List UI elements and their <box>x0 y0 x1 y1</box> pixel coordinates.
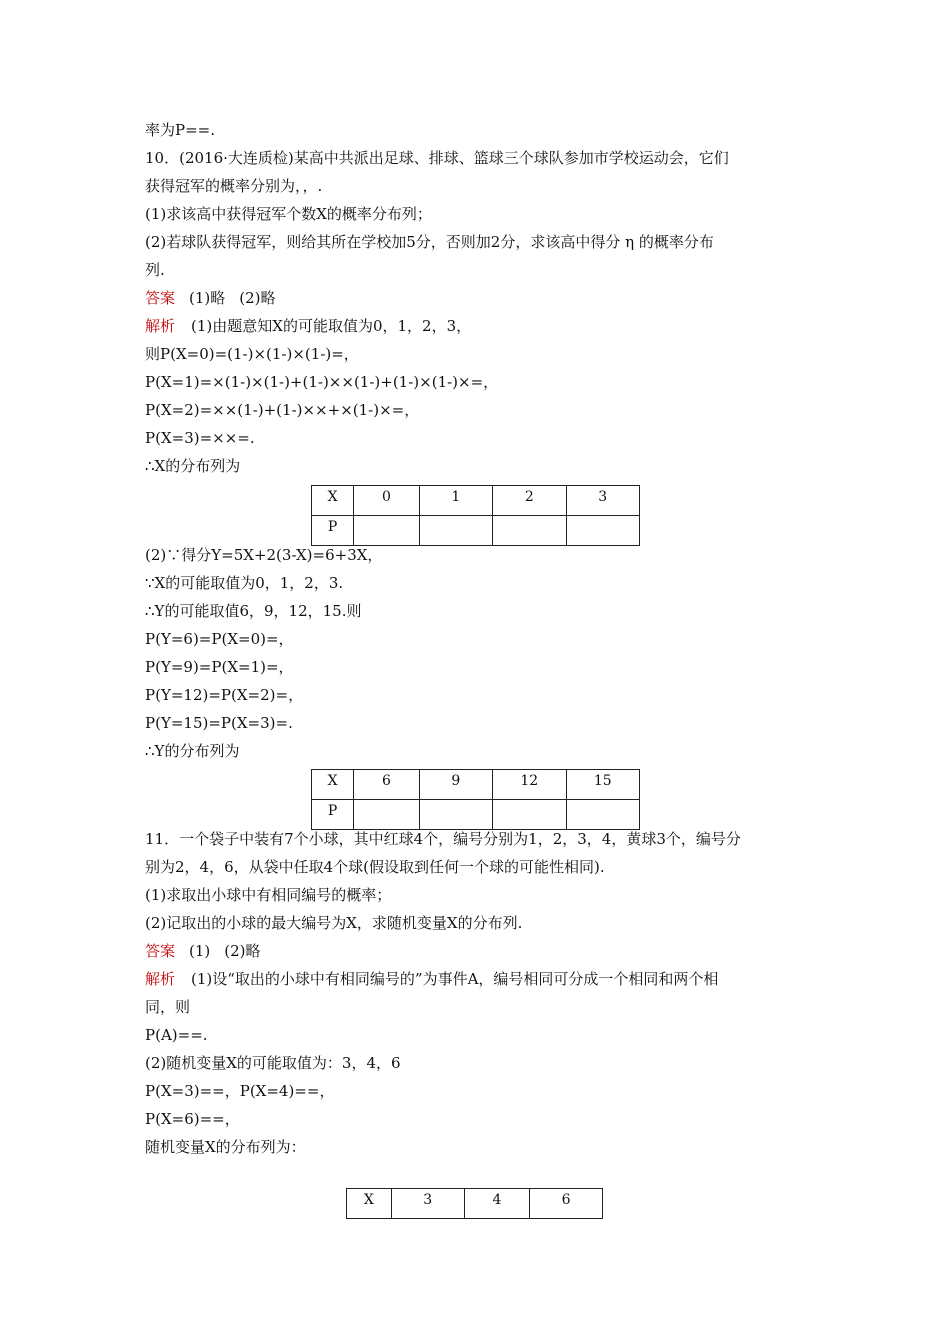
distribution-table-y <box>311 769 640 830</box>
text-line: P(A)==. <box>145 1026 208 1044</box>
table-cell: 3 <box>391 1189 464 1219</box>
text-line: ∵X的可能取值为0，1，2，3. <box>145 574 344 592</box>
text-line: 率为P==. <box>145 121 215 139</box>
table-row <box>312 770 640 800</box>
table-cell <box>493 516 566 546</box>
answer-item: (1)略 <box>189 289 226 307</box>
table-cell: 4 <box>464 1189 530 1219</box>
table-row <box>312 486 640 516</box>
answer-item: (1) <box>189 942 211 960</box>
text-line: P(X=1)=×(1-)×(1-)+(1-)××(1-)+(1-)×(1-)×=， <box>145 373 499 391</box>
text-line: P(Y=9)=P(X=1)=， <box>145 658 294 676</box>
question-10-part-2: (2)若球队获得冠军，则给其所在学校加5分，否则加2分，求该高中得分 η 的概率分布 <box>145 233 714 251</box>
question-11-part-1: (1)求取出小球中有相同编号的概率； <box>145 886 392 904</box>
table-cell <box>354 516 419 546</box>
table-cell: X <box>347 1189 392 1219</box>
table-cell <box>493 800 566 830</box>
answer-item: (2)略 <box>224 942 261 960</box>
analysis-text: (1)由题意知X的可能取值为0，1，2，3， <box>191 317 472 335</box>
text-line: P(X=3)==，P(X=4)==， <box>145 1082 335 1100</box>
table-cell: 0 <box>354 486 419 516</box>
text-line: ∴X的分布列为 <box>145 457 241 475</box>
table-cell <box>566 516 639 546</box>
answer-item: (2)略 <box>239 289 276 307</box>
table-cell: 2 <box>493 486 566 516</box>
table-cell <box>419 800 492 830</box>
answer-label: 答案 <box>145 289 176 307</box>
distribution-table-x2 <box>346 1188 603 1219</box>
table-cell: 9 <box>419 770 492 800</box>
analysis-label: 解析 <box>145 317 176 335</box>
table-cell: X <box>312 770 354 800</box>
text-line: (2)随机变量X的可能取值为：3，4，6 <box>145 1054 401 1072</box>
analysis-label: 解析 <box>145 970 176 988</box>
distribution-table-x <box>311 485 640 546</box>
table-cell <box>419 516 492 546</box>
question-11-stem-cont: 别为2，4，6，从袋中任取4个球(假设取到任何一个球的可能性相同). <box>145 858 605 876</box>
text-line: P(X=6)==， <box>145 1110 240 1128</box>
table-cell: P <box>312 800 354 830</box>
question-11-stem: 11．一个袋子中装有7个小球，其中红球4个，编号分别为1，2，3，4，黄球3个，编号分 <box>145 830 741 848</box>
text-line: P(X=2)=××(1-)+(1-)××+×(1-)×=， <box>145 401 420 419</box>
question-10-stem-cont: 获得冠军的概率分别为，，. <box>145 177 323 195</box>
text-line: P(Y=6)=P(X=0)=， <box>145 630 294 648</box>
question-10-part-1: (1)求该高中获得冠军个数X的概率分布列； <box>145 205 432 223</box>
text-line: ∴Y的可能取值6，9，12，15.则 <box>145 602 362 620</box>
answer-label: 答案 <box>145 942 176 960</box>
table-cell: 15 <box>566 770 639 800</box>
text-line: P(X=3)=××=. <box>145 429 255 447</box>
question-10-stem: 10．(2016·大连质检)某高中共派出足球、排球、篮球三个球队参加市学校运动会，它们 <box>145 149 729 167</box>
table-cell <box>354 800 419 830</box>
table-cell <box>566 800 639 830</box>
question-11-part-2: (2)记取出的小球的最大编号为X，求随机变量X的分布列. <box>145 914 523 932</box>
text-line: P(Y=12)=P(X=2)=， <box>145 686 304 704</box>
table-cell: 1 <box>419 486 492 516</box>
text-line: (2)∵得分Y=5X+2(3-X)=6+3X， <box>145 546 383 564</box>
text-line: P(Y=15)=P(X=3)=. <box>145 714 293 732</box>
table-cell: P <box>312 516 354 546</box>
analysis-11 <box>145 969 718 989</box>
table-cell: 6 <box>530 1189 603 1219</box>
answer-10 <box>145 288 290 308</box>
table-row <box>312 516 640 546</box>
text-line: 同，则 <box>145 998 191 1016</box>
table-cell: 6 <box>354 770 419 800</box>
table-row <box>312 800 640 830</box>
text-line: 则P(X=0)=(1-)×(1-)×(1-)=， <box>145 345 359 363</box>
table-cell: 3 <box>566 486 639 516</box>
text-line: 随机变量X的分布列为： <box>145 1138 306 1156</box>
table-cell: 12 <box>493 770 566 800</box>
analysis-text: (1)设“取出的小球中有相同编号的”为事件A，编号相同可分成一个相同和两个相 <box>191 970 719 988</box>
text-line: ∴Y的分布列为 <box>145 742 240 760</box>
answer-11 <box>145 941 275 961</box>
analysis-10 <box>145 316 471 336</box>
table-cell: X <box>312 486 354 516</box>
question-10-part-2-cont: 列. <box>145 261 165 279</box>
table-row <box>347 1189 603 1219</box>
